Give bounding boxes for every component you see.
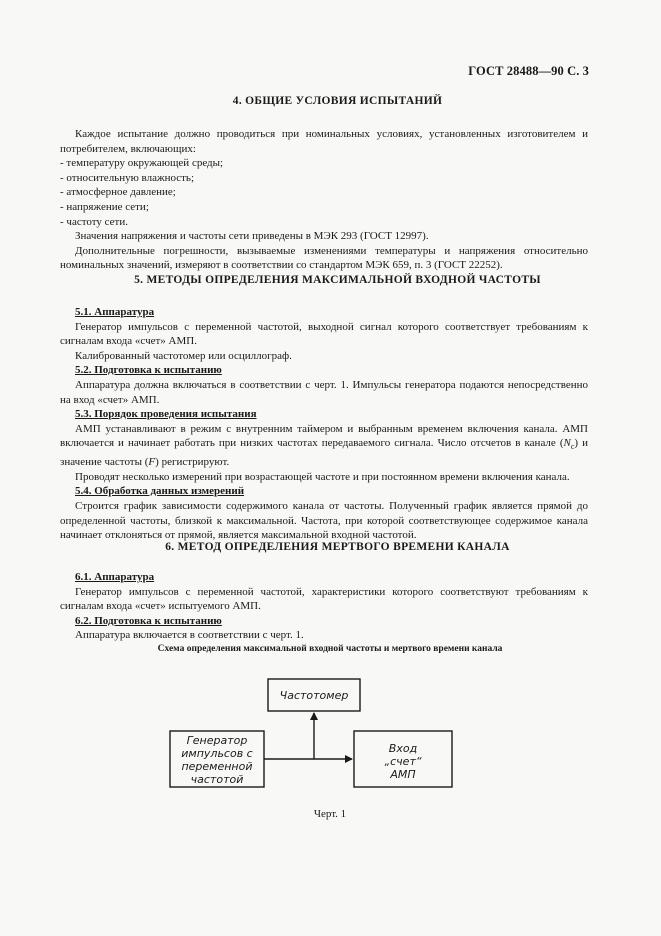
s5-4-heading: 5.4. Обработка данных измерений [75,485,245,498]
s4-list-item: - атмосферное давление; [60,186,176,199]
section-6-title: 6. МЕТОД ОПРЕДЕЛЕНИЯ МЕРТВОГО ВРЕМЕНИ КАНАЛА [165,541,510,553]
frequency-meter-label: Частотомер [279,689,349,702]
s5-paragraph: Проводят несколько измерений при возрастающей частоте и при постоянном времени включения канала. [75,470,570,483]
generator-label-line: переменной [181,760,253,773]
generator-label-line: Генератор [186,734,248,747]
s4-list-item: - температуру окружающей среды; [60,157,224,170]
s4-list-item: - относительную влажность; [60,171,194,184]
s6-paragraph: Генератор импульсов с переменной частотой, характеристики которого соответствуют требованиям к сигналам входа «счет» испытуемого АМП. [60,585,588,613]
s4-paragraph-2: Значения напряжения и частоты сети приведены в МЭК 293 (ГОСТ 12997). [75,230,429,243]
s5-paragraph: Калиброванный частотомер или осциллограф. [75,349,292,362]
s4-paragraph-3: Дополнительные погрешности, вызываемые изменениями температуры и напряжения относительно номинальных значений, измеряют в соответствии со стандартом МЭК 659, п. 3 (ГОСТ 22252). [60,244,588,272]
s5-paragraph: Строится график зависимости содержимого канала от частоты. Полученный график является прямой до определенной частоты, близкой к максимальной. Частота, при которой соответствующее содержимое канала начинает отклоняться от прямой, является максимальной входной частотой. [60,499,588,542]
s6-paragraph: Аппаратура включается в соответствии с черт. 1. [75,629,304,642]
s5-paragraph: АМП устанавливают в режим с внутренним таймером и выбранным временем включения канала. АМП включается и начинает работать при низких частотах передаваемого сигнала. Число отсчетов в канале $(N_c)$ и значение частоты (F) регистрируют. [60,422,588,469]
s4-list-item: - частоту сети. [60,215,128,228]
input-label-line: АМП [390,768,416,781]
s5-paragraph: Генератор импульсов с переменной частотой, выходной сигнал которого соответствует требованиям к сигналам входа «счет» АМП. [60,320,588,348]
s4-paragraph-1: Каждое испытание должно проводиться при номинальных условиях, установленных изготовителем и потребителем, включающих: [60,128,588,155]
s5-3-heading: 5.3. Порядок проведения испытания [75,408,257,421]
generator-label-line: частотой [190,773,244,786]
input-label-line: „счет“ [384,755,422,768]
generator-label-line: импульсов с [181,747,253,760]
s6-1-heading: 6.1. Аппаратура [75,571,155,583]
section-4-title: 4. ОБЩИЕ УСЛОВИЯ ИСПЫТАНИЙ [232,95,443,107]
s5-1-heading: 5.1. Аппаратура [75,306,155,318]
input-label-line: Вход [388,742,418,755]
document-header: ГОСТ 28488—90 С. 3 [468,64,589,78]
s6-2-heading: 6.2. Подготовка к испытанию [75,614,222,627]
figure-label: Черт. 1 [313,808,347,820]
s5-paragraph: Аппаратура должна включаться в соответствии с черт. 1. Импульсы генератора подаются непосредственно на вход «счет» АМП. [60,378,588,406]
section-5-title: 5. МЕТОДЫ ОПРЕДЕЛЕНИЯ МАКСИМАЛЬНОЙ ВХОДНОЙ ЧАСТОТЫ [134,274,541,286]
s4-list-item: - напряжение сети; [60,200,149,213]
s5-2-heading: 5.2. Подготовка к испытанию [75,364,222,377]
figure-caption: Схема определения максимальной входной частоты и мертвого времени канала [157,644,503,654]
